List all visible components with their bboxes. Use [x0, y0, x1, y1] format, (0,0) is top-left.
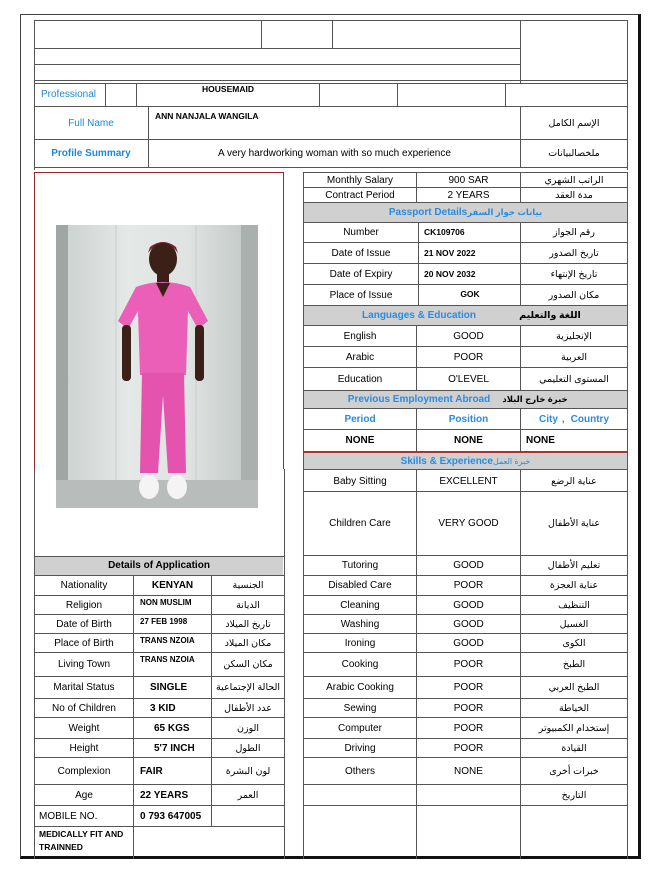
- full-name-label: Full Name: [68, 117, 114, 129]
- age-value: 22 YEARS: [140, 789, 189, 801]
- marital-status-label: Marital Status: [53, 682, 115, 693]
- skill-baby-sitting-label: Baby Sitting: [333, 475, 387, 487]
- salary-ar: الراتب الشهري: [544, 174, 604, 186]
- date-ar: التاريخ: [561, 789, 587, 801]
- children-ar: عدد الأطفال: [224, 702, 272, 714]
- passport-place-value: GOK: [460, 288, 480, 299]
- weight-label: Weight: [68, 722, 100, 734]
- passport-title-ar: بيانات جواز السفر: [467, 207, 543, 217]
- passport-expiry-ar: تاريخ الإنتهاء: [550, 268, 598, 280]
- language-arabic-label: Arabic: [345, 351, 375, 363]
- language-english-ar: الإنجليزية: [556, 330, 592, 342]
- skill-cooking-label: Cooking: [341, 659, 379, 670]
- employment-title-ar: خبرة خارج البلاد: [502, 394, 568, 404]
- skill-cooking-ar: الطبخ: [562, 659, 586, 670]
- employment-position-value: NONE: [454, 435, 483, 446]
- skill-computer-label: Computer: [338, 722, 382, 734]
- religion-ar: الديانة: [236, 599, 260, 611]
- skill-sewing-value: POOR: [453, 702, 484, 714]
- skill-ironing-value: GOOD: [453, 637, 484, 649]
- skill-cooking-value: POOR: [453, 659, 484, 670]
- living-town-label: Living Town: [57, 659, 111, 670]
- skill-washing-label: Washing: [340, 618, 380, 630]
- religion-value: NON MUSLIM: [140, 598, 192, 607]
- skill-baby-sitting-ar: عناية الرضع: [551, 475, 597, 487]
- language-arabic-value: POOR: [453, 351, 484, 363]
- skills-title-ar: خبرة العمل: [492, 456, 531, 466]
- marital-status-ar: الحالة الإجتماعية: [216, 682, 280, 693]
- salary-value: 900 SAR: [448, 174, 489, 186]
- passport-title-en: Passport Details: [388, 207, 468, 218]
- religion-label: Religion: [65, 599, 103, 611]
- education-label: Education: [337, 373, 383, 385]
- position-value: HOUSEMAID: [202, 83, 254, 94]
- languages-title-en: Languages & Education: [362, 310, 476, 321]
- skill-disabled-care-ar: عناية العجزة: [549, 580, 599, 591]
- application-title: Details of Application: [108, 560, 210, 571]
- employment-col-country: Country: [570, 413, 610, 425]
- medical-status-line1: MEDICALLY FIT AND: [39, 829, 124, 839]
- skill-baby-sitting-value: EXCELLENT: [439, 475, 498, 487]
- profile-summary-label: Profile Summary: [51, 148, 131, 159]
- skill-others-value: NONE: [454, 765, 483, 777]
- passport-issue-ar: تاريخ الصدور: [549, 247, 599, 259]
- place-of-birth-ar: مكان الميلاد: [224, 637, 272, 649]
- medical-status: [39, 828, 133, 854]
- age-ar: العمر: [237, 789, 259, 801]
- education-value: O'LEVEL: [448, 373, 489, 385]
- employment-title-en: Previous Employment Abroad: [347, 394, 491, 405]
- weight-ar: الوزن: [237, 722, 260, 734]
- employment-col-separator: ,: [561, 413, 565, 425]
- person-figure-icon: [56, 225, 258, 508]
- language-english-value: GOOD: [453, 330, 484, 342]
- salary-label: Monthly Salary: [326, 174, 394, 186]
- passport-expiry-label: Date of Expiry: [329, 268, 393, 280]
- passport-header: [304, 203, 627, 222]
- dob-value: 27 FEB 1998: [140, 617, 188, 626]
- employment-period-value: NONE: [345, 435, 375, 446]
- employment-col-city-country: [521, 409, 627, 429]
- skill-tutoring-ar: تعليم الأطفال: [547, 560, 601, 571]
- passport-issue-label: Date of Issue: [331, 247, 391, 259]
- passport-expiry-value: 20 NOV 2032: [424, 268, 476, 279]
- skill-driving-label: Driving: [344, 742, 376, 754]
- employment-col-position: Position: [448, 413, 489, 425]
- skill-tutoring-label: Tutoring: [341, 560, 379, 571]
- education-ar: المستوى التعليمي: [539, 373, 609, 385]
- skill-ironing-label: Ironing: [344, 637, 376, 649]
- candidate-photo: [56, 225, 258, 508]
- skill-driving-value: POOR: [453, 742, 484, 754]
- medical-status-line2: TRAINNED: [39, 842, 83, 852]
- marital-status-value: SINGLE: [150, 682, 188, 693]
- language-arabic-ar: العربية: [561, 351, 587, 363]
- skill-arabic-cooking-label: Arabic Cooking: [326, 682, 394, 693]
- place-of-birth-label: Place of Birth: [54, 637, 114, 649]
- skill-children-care-ar: عناية الأطفال: [547, 518, 601, 529]
- skill-disabled-care-value: POOR: [453, 580, 484, 591]
- skill-sewing-ar: الخياطة: [558, 702, 590, 714]
- contract-period-ar: مدة العقد: [555, 189, 593, 201]
- age-label: Age: [75, 789, 93, 801]
- languages-title-ar: اللغة والتعليم: [519, 310, 581, 321]
- dob-label: Date of Birth: [56, 618, 112, 630]
- employment-country-value: NONE: [526, 435, 555, 446]
- skill-cleaning-value: GOOD: [453, 599, 484, 611]
- skill-children-care-label: Children Care: [329, 518, 391, 529]
- skill-washing-value: GOOD: [453, 618, 484, 630]
- living-town-value: TRANS NZOIA: [140, 655, 195, 664]
- complexion-value: FAIR: [140, 765, 163, 777]
- skills-header: [304, 452, 627, 470]
- passport-number-label: Number: [343, 227, 379, 238]
- skill-driving-ar: القيادة: [561, 742, 587, 754]
- skills-title-en: Skills & Experience: [400, 455, 493, 467]
- skill-disabled-care-label: Disabled Care: [328, 580, 392, 591]
- contract-period-label: Contract Period: [325, 189, 395, 201]
- contract-period-value: 2 YEARS: [447, 189, 490, 201]
- full-name-value: ANN NANJALA WANGILA: [155, 110, 259, 121]
- skill-children-care-value: VERY GOOD: [438, 518, 499, 529]
- weight-value: 65 KGS: [154, 722, 190, 734]
- height-ar: الطول: [235, 742, 261, 754]
- dob-ar: تاريخ الميلاد: [225, 618, 271, 630]
- skill-others-ar: خبرات أخرى: [549, 765, 599, 777]
- passport-place-ar: مكان الصدور: [548, 289, 600, 301]
- complexion-label: Complexion: [57, 765, 111, 777]
- height-label: Height: [69, 742, 99, 754]
- profile-summary-value: A very hardworking woman with so much experience: [218, 148, 451, 159]
- language-english-label: English: [343, 330, 377, 342]
- place-of-birth-value: TRANS NZOIA: [140, 636, 195, 645]
- professional-label: Professional: [41, 89, 97, 100]
- employment-col-period: Period: [344, 413, 376, 425]
- passport-number-ar: رقم الجواز: [553, 227, 595, 238]
- skill-cleaning-ar: التنظيف: [558, 599, 590, 611]
- skill-ironing-ar: الكوى: [562, 637, 586, 649]
- height-value: 5'7 INCH: [154, 742, 195, 754]
- mobile-label: MOBILE NO.: [39, 810, 98, 822]
- profile-summary-ar: ملخصالبيانات: [548, 148, 600, 159]
- passport-issue-value: 21 NOV 2022: [424, 247, 476, 258]
- children-value: 3 KID: [150, 702, 176, 714]
- mobile-value: 0 793 647005: [140, 810, 202, 822]
- skill-others-label: Others: [344, 765, 375, 777]
- skill-arabic-cooking-ar: الطبخ العربي: [548, 682, 600, 693]
- skill-cleaning-label: Cleaning: [340, 599, 380, 611]
- employment-col-city: City: [538, 413, 558, 425]
- passport-number-value: CK109706: [424, 227, 465, 237]
- full-name-ar: الإسم الكامل: [548, 117, 600, 129]
- nationality-ar: الجنسية: [232, 580, 264, 591]
- skill-washing-ar: الغسيل: [559, 618, 589, 630]
- skill-tutoring-value: GOOD: [453, 560, 484, 571]
- skill-computer-ar: إستخدام الكمبيوتر: [538, 722, 610, 734]
- skill-computer-value: POOR: [453, 722, 484, 734]
- complexion-ar: لون البشرة: [225, 765, 271, 777]
- passport-place-label: Place of Issue: [329, 289, 393, 301]
- nationality-value: KENYAN: [151, 580, 194, 591]
- children-label: No of Children: [52, 702, 116, 714]
- nationality-label: Nationality: [60, 580, 108, 591]
- living-town-ar: مكان السكن: [223, 659, 273, 670]
- skill-arabic-cooking-value: POOR: [453, 682, 484, 693]
- skill-sewing-label: Sewing: [343, 702, 377, 714]
